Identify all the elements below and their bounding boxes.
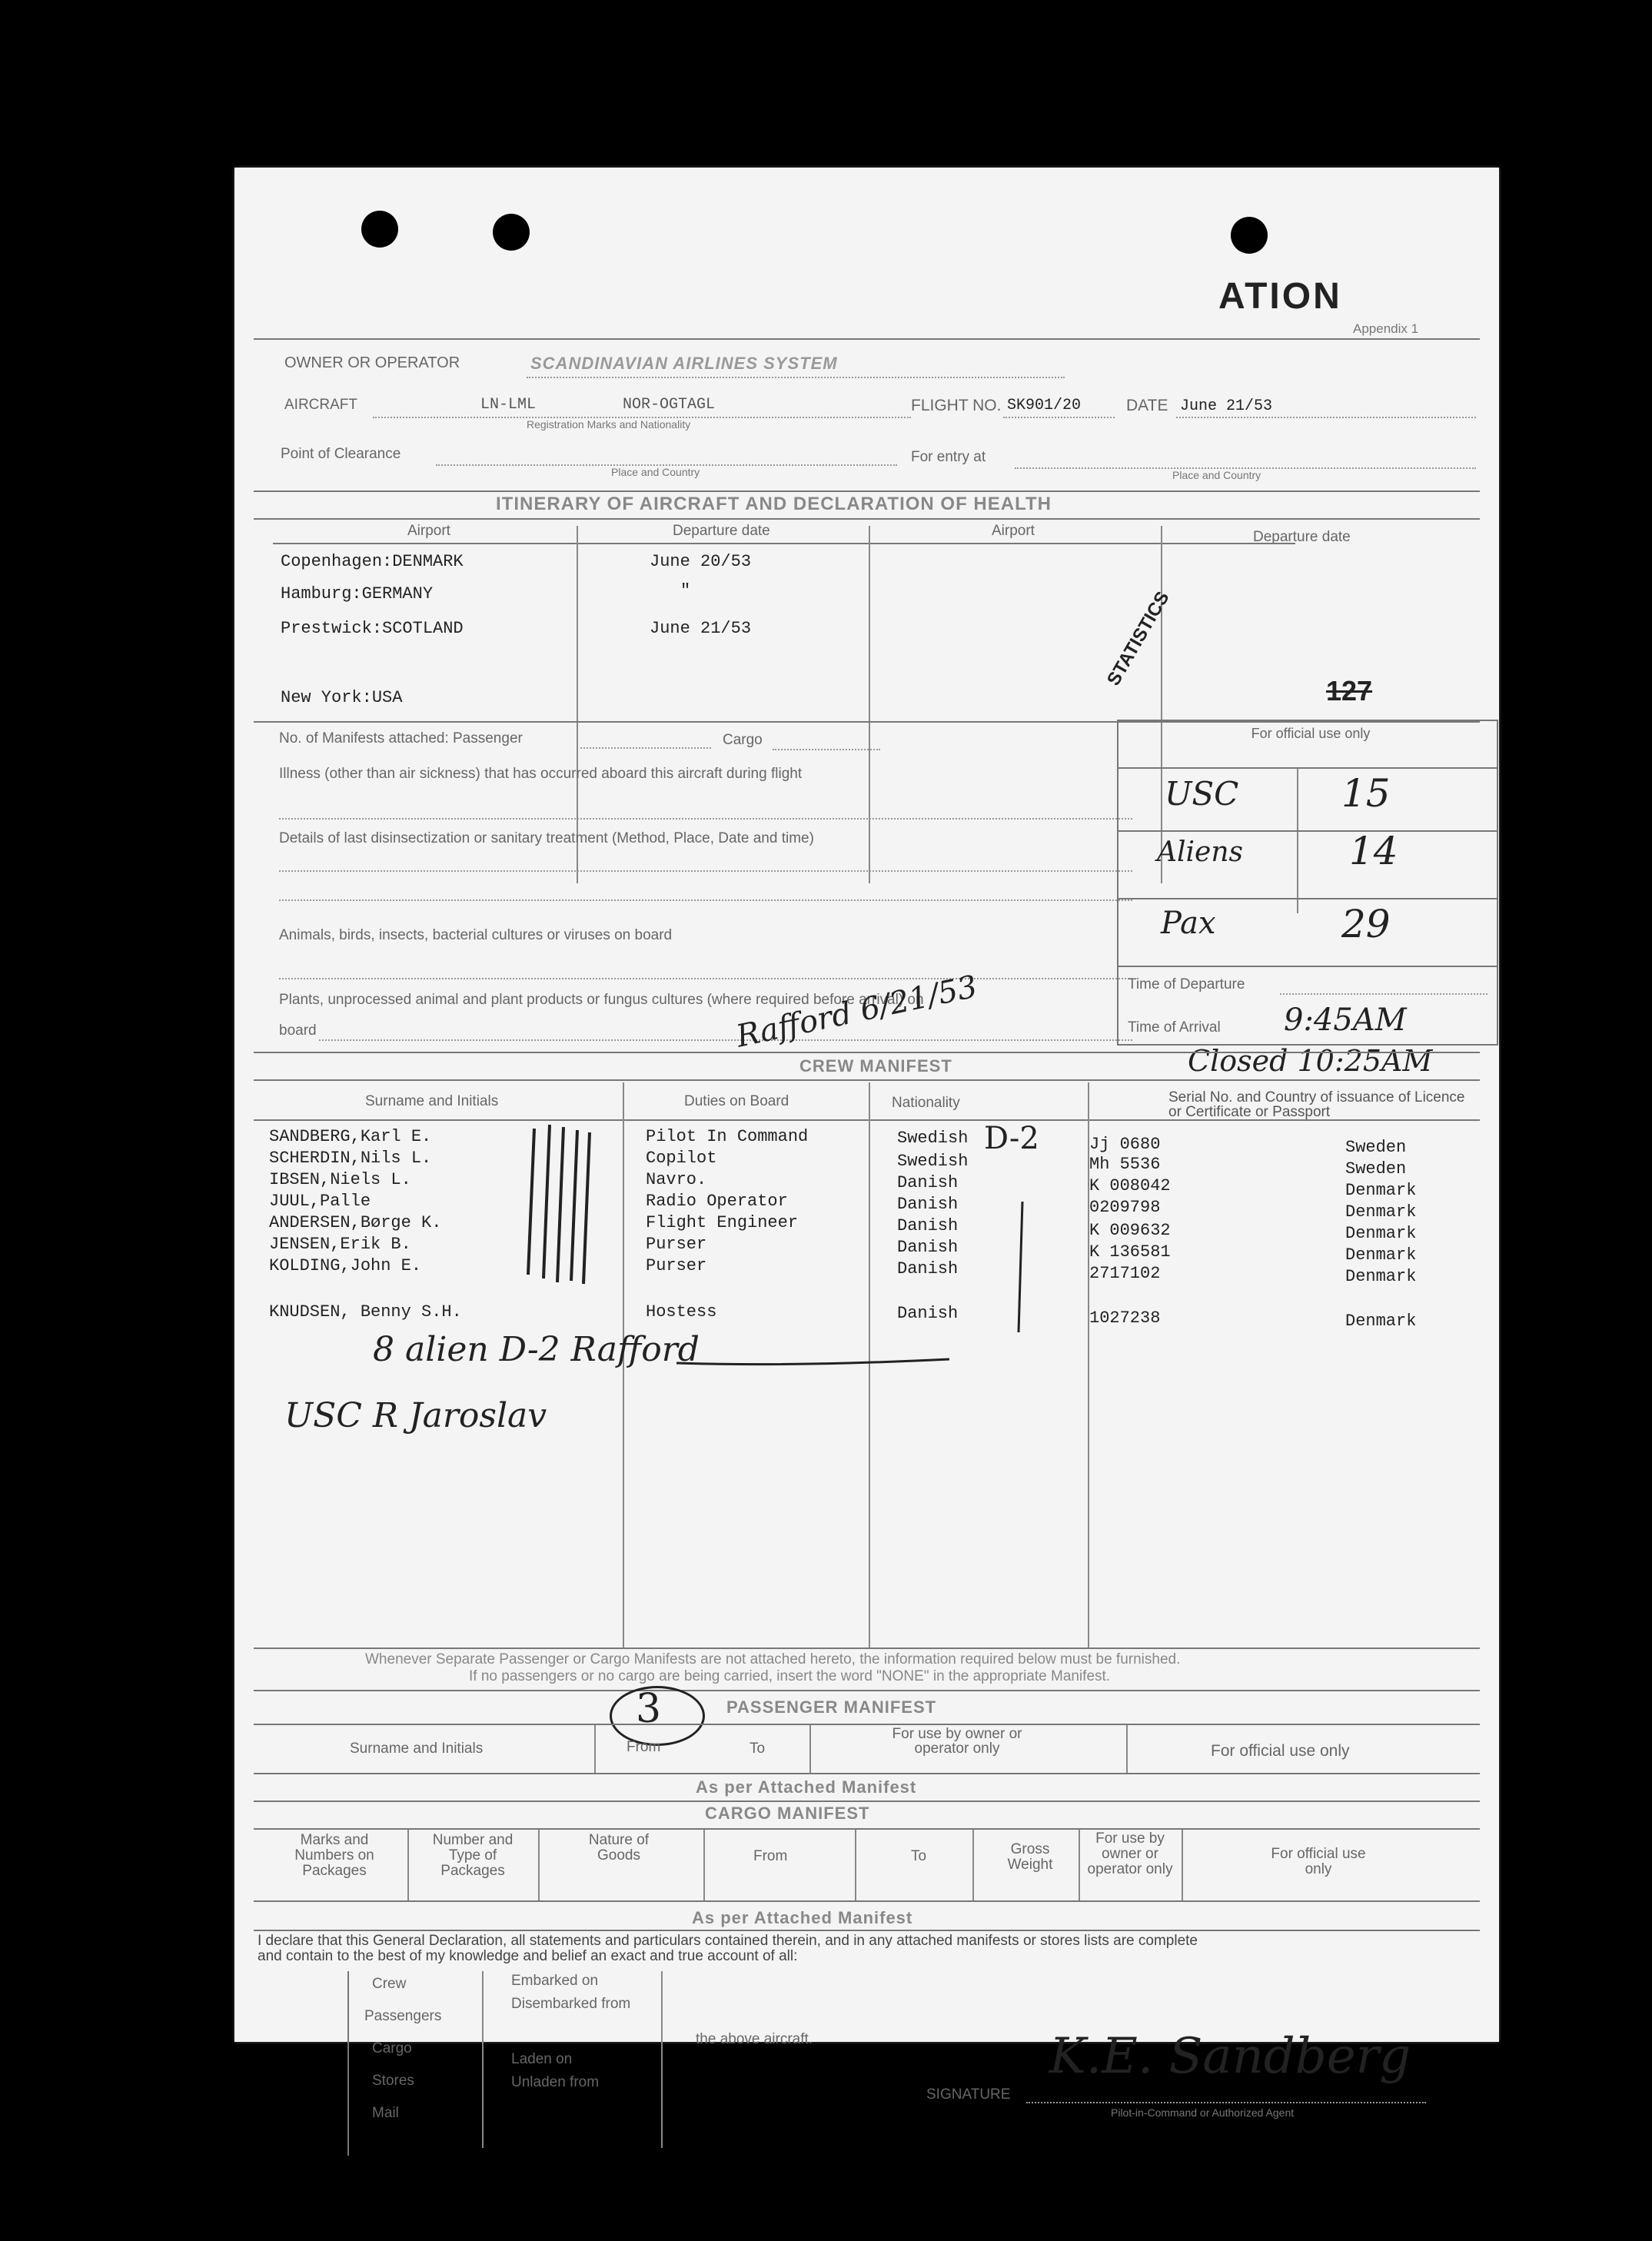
itinerary-airport-3: Prestwick:SCOTLAND: [281, 619, 464, 638]
owner-label: OWNER OR OPERATOR: [284, 354, 460, 371]
rule: [254, 1828, 1480, 1830]
closed-time: Closed 10:25AM: [1188, 1044, 1433, 1078]
notice-1: Whenever Separate Passenger or Cargo Manifests are not attached hereto, the information required below must be furnished.: [365, 1651, 1181, 1667]
aircraft-label: AIRCRAFT: [284, 397, 357, 413]
rule: [254, 1724, 1480, 1725]
crew-country: Denmark: [1345, 1267, 1417, 1286]
entry-label: For entry at: [911, 449, 986, 465]
board-label: board: [279, 1022, 317, 1039]
disinsect-label: Details of last disinsectization or sanitary treatment (Method, Place, Date and time): [279, 830, 814, 846]
rule: [661, 1971, 663, 2148]
rule: [254, 1690, 1480, 1691]
crew-duty: Copilot: [646, 1149, 717, 1168]
itinerary-heading: ITINERARY OF AIRCRAFT AND DECLARATION OF HEALTH: [496, 494, 1052, 514]
tally-label-3: Pax: [1161, 906, 1216, 941]
departure-time-label: Time of Departure: [1128, 976, 1245, 992]
passenger-col-official: For official use only: [1211, 1742, 1350, 1760]
cargo-heading: CARGO MANIFEST: [705, 1804, 870, 1823]
declaration-text-1: I declare that this General Declaration, all statements and particulars contained therein, and in any attached manifests or stores lists are complete: [258, 1933, 1198, 1949]
crew-heading: CREW MANIFEST: [799, 1056, 952, 1076]
declaration-form: [234, 168, 1499, 2121]
passenger-col-owner: For use by owner or operator only: [892, 1726, 1022, 1757]
rule: [254, 518, 1480, 520]
cargo-col-marks: Marks and Numbers on Packages: [294, 1832, 374, 1879]
crew-col-name: Surname and Initials: [365, 1093, 499, 1109]
clearance-label: Point of Clearance: [281, 446, 401, 462]
passenger-heading: PASSENGER MANIFEST: [726, 1697, 937, 1717]
d2-mark: D-2: [984, 1121, 1039, 1156]
line: [580, 747, 711, 749]
illness-label: Illness (other than air sickness) that has occurred aboard this aircraft during flight: [279, 766, 803, 782]
crew-nationality: Danish: [897, 1173, 959, 1192]
aircraft-caption: Registration Marks and Nationality: [527, 418, 691, 431]
rule: [254, 1079, 1480, 1081]
crew-country: Denmark: [1345, 1245, 1417, 1265]
tally-value-2: 14: [1349, 829, 1398, 873]
crew-duty: Purser: [646, 1235, 707, 1254]
line: [279, 818, 1132, 820]
crew-country: Sweden: [1345, 1138, 1407, 1157]
crew-col-nationality: Nationality: [892, 1095, 960, 1111]
rule: [1117, 966, 1497, 967]
flight-label: FLIGHT NO.: [911, 397, 1002, 414]
cargo-col-to: To: [911, 1848, 927, 1864]
circled-number: 3: [636, 1686, 662, 1732]
rule: [972, 1830, 974, 1900]
itinerary-airport-1: Copenhagen:DENMARK: [281, 552, 464, 571]
decl-item-crew: Crew: [372, 1976, 407, 1992]
line: [319, 1039, 1132, 1041]
col-departure-2: Departure date: [1253, 529, 1351, 545]
date-value: June 21/53: [1180, 397, 1273, 415]
crew-nationality: Swedish: [897, 1129, 969, 1148]
crew-serial: K 008042: [1089, 1176, 1171, 1195]
line: [1003, 417, 1115, 418]
crew-serial: 1027238: [1089, 1308, 1161, 1328]
cargo-label: Cargo: [723, 732, 763, 748]
crew-nationality: Danish: [897, 1216, 959, 1235]
crew-country: Sweden: [1345, 1159, 1407, 1179]
crew-name: IBSEN,Niels L.: [269, 1170, 411, 1189]
line: [773, 749, 880, 750]
line: [1280, 993, 1487, 995]
crew-note-2: USC R Jaroslav: [284, 1396, 547, 1435]
rule: [869, 526, 870, 883]
rule: [1079, 1830, 1080, 1900]
crew-nationality: Swedish: [897, 1152, 969, 1171]
decl-item-passengers: Passengers: [364, 2008, 442, 2024]
owner-value: SCANDINAVIAN AIRLINES SYSTEM: [530, 354, 838, 373]
cargo-col-nature: Nature of Goods: [588, 1832, 650, 1864]
crew-duty: Flight Engineer: [646, 1213, 799, 1232]
line: [279, 899, 1132, 901]
tally-label-1: USC: [1165, 775, 1239, 813]
aircraft-value: LN-LML: [480, 396, 537, 414]
passenger-attached: As per Attached Manifest: [696, 1777, 917, 1797]
statistics-stamp: STATISTICS: [1103, 587, 1174, 690]
rule: [273, 543, 1295, 544]
crew-note-1: 8 alien D-2 Rafford: [373, 1330, 700, 1369]
line: [527, 377, 1065, 378]
crew-serial: Jj 0680: [1089, 1135, 1161, 1154]
rule: [254, 1800, 1480, 1802]
crew-name: JENSEN,Erik B.: [269, 1235, 411, 1254]
rule: [1117, 830, 1497, 832]
crew-duty: Pilot In Command: [646, 1127, 809, 1146]
cargo-col-number: Number and Type of Packages: [432, 1832, 514, 1879]
signature-caption: Pilot-in-Command or Authorized Agent: [1111, 2106, 1295, 2119]
pen-stroke: [1011, 1198, 1034, 1336]
rule: [594, 1725, 596, 1773]
tally-value-3: 29: [1341, 902, 1391, 946]
above-aircraft-label: the above aircraft.: [696, 2031, 813, 2047]
cargo-col-owner: For use by owner or operator only: [1087, 1830, 1173, 1877]
declaration-text-2: and contain to the best of my knowledge and belief an exact and true account of all:: [258, 1948, 798, 1964]
rule: [1297, 767, 1298, 913]
unladen-label: Unladen from: [511, 2074, 600, 2090]
aircraft-nationality: NOR-OGTAGL: [623, 396, 716, 414]
arrival-time-label: Time of Arrival: [1128, 1019, 1221, 1036]
col-airport-2: Airport: [992, 523, 1035, 539]
punch-hole: [361, 211, 398, 248]
rule: [254, 1930, 1480, 1931]
stamp-number: 127: [1326, 675, 1373, 707]
crew-nationality: Danish: [897, 1259, 959, 1278]
punch-hole: [1231, 217, 1268, 254]
rule: [538, 1830, 540, 1900]
crew-name: KOLDING,John E.: [269, 1256, 422, 1275]
signature-label: SIGNATURE: [926, 2086, 1011, 2103]
decl-item-mail: Mail: [372, 2105, 399, 2121]
line: [1176, 417, 1476, 418]
rule: [703, 1830, 705, 1900]
crew-nationality: Danish: [897, 1238, 959, 1257]
rule: [407, 1830, 409, 1900]
itinerary-airport-4: New York:USA: [281, 688, 403, 707]
plants-label: Plants, unprocessed animal and plant products or fungus cultures (where required before arrival) on: [279, 992, 924, 1008]
decl-item-cargo: Cargo: [372, 2040, 412, 2056]
clearance-caption: Place and Country: [611, 466, 700, 478]
rule: [1126, 1725, 1128, 1773]
passenger-col-from: From: [627, 1739, 661, 1755]
passenger-col-to: To: [750, 1741, 766, 1757]
disembarked-label: Disembarked from: [511, 1996, 631, 2012]
crew-country: Denmark: [1345, 1224, 1417, 1243]
cargo-attached: As per Attached Manifest: [692, 1908, 913, 1927]
rule: [254, 1052, 1480, 1053]
crew-col-serial: Serial No. and Country of issuance of Licence or Certificate or Passport: [1168, 1089, 1465, 1120]
rule: [1117, 767, 1497, 769]
entry-caption: Place and Country: [1172, 469, 1261, 481]
rule: [855, 1830, 856, 1900]
pen-stroke: [676, 1344, 953, 1375]
tally-marks: [527, 1121, 596, 1290]
crew-name: SCHERDIN,Nils L.: [269, 1149, 432, 1168]
arrival-time-value: 9:45AM: [1284, 1002, 1407, 1038]
itinerary-date-1: June 20/53: [650, 552, 752, 571]
crew-serial: K 136581: [1089, 1242, 1171, 1262]
crew-nationality: Danish: [897, 1304, 959, 1323]
rule: [1117, 898, 1497, 899]
crew-duty: Navro.: [646, 1170, 707, 1189]
itinerary-airport-2: Hamburg:GERMANY: [281, 584, 434, 603]
crew-country: Denmark: [1345, 1181, 1417, 1200]
rule: [254, 338, 1480, 340]
passenger-col-name: Surname and Initials: [350, 1741, 484, 1757]
rule: [254, 1648, 1480, 1649]
animals-label: Animals, birds, insects, bacterial cultures or viruses on board: [279, 927, 673, 943]
crew-name: JUUL,Palle: [269, 1192, 371, 1211]
form-title: ATION: [1218, 276, 1342, 317]
crew-serial: Mh 5536: [1089, 1155, 1161, 1174]
appendix-label: Appendix 1: [1353, 321, 1419, 336]
tally-value-1: 15: [1341, 771, 1391, 816]
crew-name: KNUDSEN, Benny S.H.: [269, 1302, 462, 1322]
rule: [482, 1971, 484, 2148]
rule: [1182, 1830, 1183, 1900]
crew-serial: 0209798: [1089, 1198, 1161, 1217]
punch-hole: [493, 214, 530, 251]
declaration-items: [347, 1971, 464, 2156]
crew-duty: Hostess: [646, 1302, 717, 1322]
manifests-label: No. of Manifests attached: Passenger: [279, 730, 523, 746]
decl-item-stores: Stores: [372, 2073, 414, 2089]
col-departure: Departure date: [673, 523, 770, 539]
crew-col-duties: Duties on Board: [684, 1093, 789, 1109]
crew-country: Denmark: [1345, 1312, 1417, 1331]
crew-country: Denmark: [1345, 1202, 1417, 1222]
pilot-signature: K.E. Sandberg: [1049, 2028, 1411, 2085]
crew-nationality: Danish: [897, 1195, 959, 1214]
crew-duty: Purser: [646, 1256, 707, 1275]
initials-signature: Rafford 6/21/53: [733, 969, 981, 1055]
rule: [809, 1725, 811, 1773]
crew-serial: K 009632: [1089, 1221, 1171, 1240]
rule: [254, 490, 1480, 492]
cargo-col-from: From: [753, 1848, 788, 1864]
rule: [254, 1119, 1480, 1121]
flight-value: SK901/20: [1007, 397, 1082, 414]
crew-duty: Radio Operator: [646, 1192, 788, 1211]
cargo-col-official: For official use only: [1271, 1846, 1366, 1877]
official-use-label: For official use only: [1251, 726, 1371, 741]
rule: [254, 1773, 1480, 1774]
crew-name: ANDERSEN,Børge K.: [269, 1213, 442, 1232]
line: [279, 978, 1132, 979]
cargo-col-weight: Gross Weight: [1007, 1841, 1053, 1873]
crew-name: SANDBERG,Karl E.: [269, 1127, 432, 1146]
notice-2: If no passengers or no cargo are being carried, insert the word "NONE" in the appropriate Manifest.: [469, 1668, 1111, 1684]
laden-label: Laden on: [511, 2051, 573, 2067]
tally-label-2: Aliens: [1157, 836, 1243, 868]
date-label: DATE: [1126, 397, 1168, 414]
rule: [254, 1900, 1480, 1902]
col-airport: Airport: [407, 523, 450, 539]
itinerary-date-3: June 21/53: [650, 619, 752, 638]
crew-serial: 2717102: [1089, 1264, 1161, 1283]
itinerary-date-2: ": [680, 581, 691, 600]
embarked-label: Embarked on: [511, 1973, 599, 1989]
line: [279, 870, 1132, 872]
line: [1026, 2102, 1426, 2103]
